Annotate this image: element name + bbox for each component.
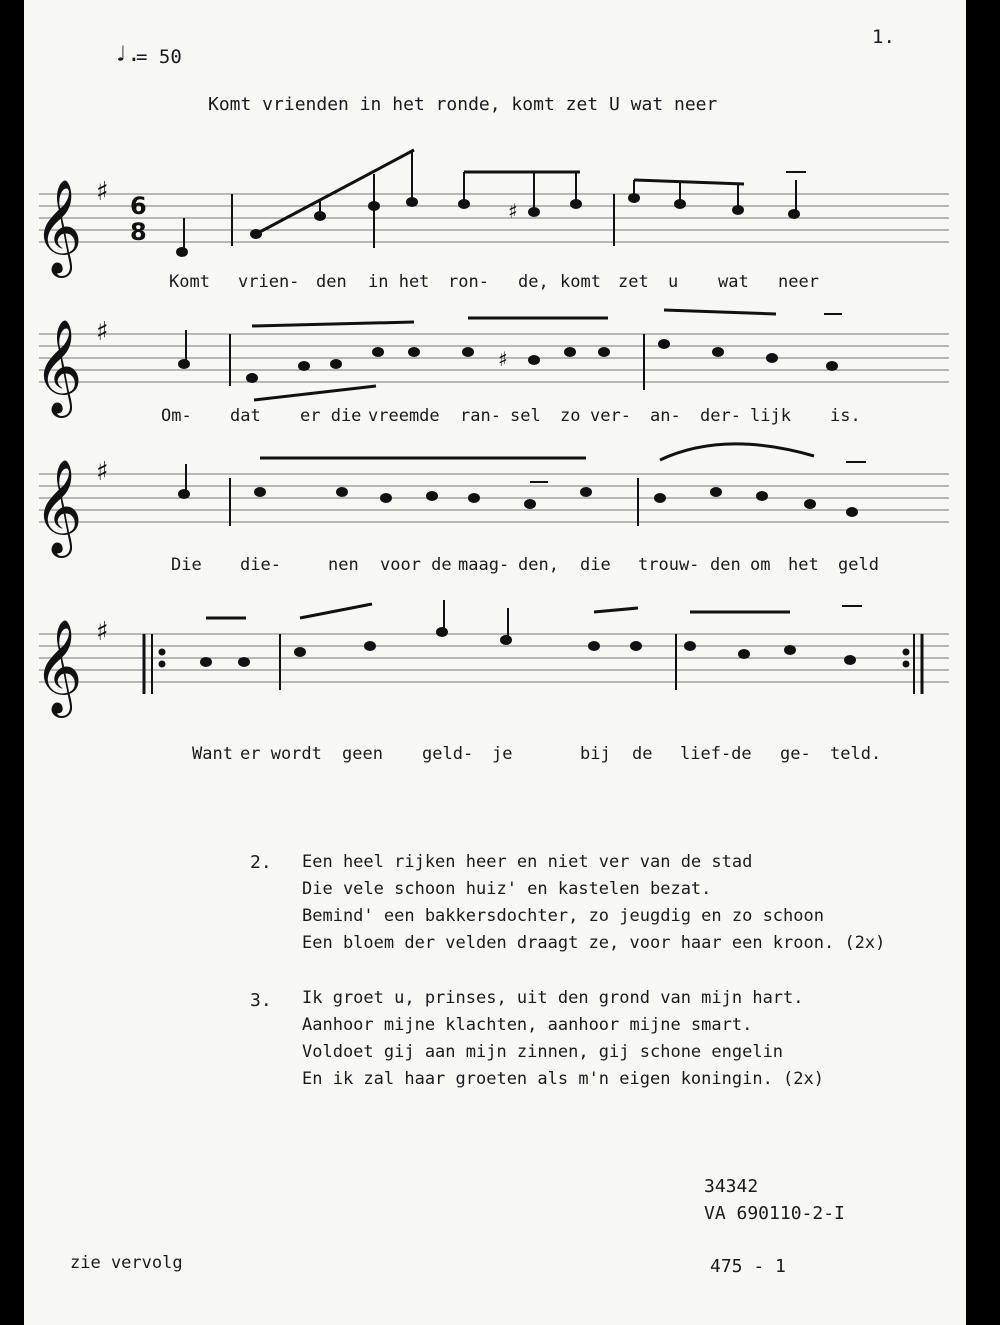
lyric-syllable: maag- [458, 555, 510, 575]
page-number: 1. [872, 26, 895, 48]
repeat-dot [904, 650, 909, 655]
treble-clef-icon: 𝄞 [34, 179, 83, 274]
lyric-syllable: lijk [750, 406, 791, 426]
stanza-line: Die vele schoon huiz' en kastelen bezat. [302, 879, 712, 899]
note [179, 490, 189, 498]
treble-clef-icon: 𝄞 [34, 619, 83, 714]
lyric-syllable: den [316, 272, 347, 292]
beam [664, 310, 776, 314]
note [407, 198, 417, 206]
repeat-dot [904, 662, 909, 667]
lyric-syllable: teld. [830, 744, 882, 764]
beam [256, 150, 414, 234]
sharp-accidental: ♯ [508, 199, 518, 223]
lyric-syllable: zet [618, 272, 649, 292]
lyric-syllable: komt [560, 272, 601, 292]
lyric-syllable: om [750, 555, 771, 575]
note [525, 500, 535, 508]
note [315, 212, 325, 220]
note [369, 202, 379, 210]
note [847, 508, 857, 516]
note [179, 360, 189, 368]
lyric-syllable: den, [518, 555, 559, 575]
note [631, 642, 641, 650]
key-signature: ♯ [96, 177, 109, 207]
note [599, 348, 609, 356]
note [757, 492, 767, 500]
tempo-symbol: ♩. [114, 42, 141, 67]
note [767, 354, 777, 362]
lyric-syllable: vreemde [368, 406, 440, 426]
lyric-syllable: die- [240, 555, 281, 575]
lyric-syllable: zo [560, 406, 581, 426]
note [463, 348, 473, 356]
lyric-syllable: nen [328, 555, 359, 575]
lyric-syllable: geld [838, 555, 879, 575]
time-signature-bottom: 8 [130, 218, 147, 246]
note [469, 494, 479, 502]
note [529, 208, 539, 216]
lyric-syllable: er wordt [240, 744, 322, 764]
note [427, 492, 437, 500]
beam [300, 604, 372, 618]
lyric-syllable: lief-de [680, 744, 752, 764]
note [571, 200, 581, 208]
lyric-syllable: sel [510, 406, 541, 426]
note [337, 488, 347, 496]
stanza-line: Ik groet u, prinses, uit den grond van mijn hart. [302, 988, 804, 1008]
beam [660, 444, 814, 460]
sharp-accidental: ♯ [498, 347, 508, 371]
catalog-code: 34342 [704, 1176, 759, 1197]
lyric-syllable: neer [778, 272, 819, 292]
note [251, 230, 261, 238]
note [529, 356, 539, 364]
note [565, 348, 575, 356]
note [255, 488, 265, 496]
lyric-syllable: geld- [422, 744, 474, 764]
note [711, 488, 721, 496]
lyric-syllable: is. [830, 406, 861, 426]
note [365, 642, 375, 650]
note [845, 656, 855, 664]
lyric-syllable: trouw- [638, 555, 700, 575]
page-code: 475 - 1 [710, 1256, 786, 1277]
beam [252, 322, 414, 326]
treble-clef-icon: 𝄞 [34, 459, 83, 554]
stanza-number: 3. [250, 990, 272, 1011]
stanza-line: En ik zal haar groeten als m'n eigen koningin. (2x) [302, 1069, 824, 1089]
beam [634, 180, 744, 184]
lyric-syllable: ver- [590, 406, 631, 426]
key-signature: ♯ [96, 317, 109, 347]
note [295, 648, 305, 656]
catalog-reference: VA 690110-2-I [704, 1203, 845, 1224]
note [501, 636, 511, 644]
music-staff-4 [24, 590, 966, 740]
note [239, 658, 249, 666]
note [459, 200, 469, 208]
sheet-music-page [24, 0, 966, 1325]
note [409, 348, 419, 356]
lyric-syllable: Want [192, 744, 233, 764]
lyric-syllable: an- [650, 406, 681, 426]
note [201, 658, 211, 666]
note [629, 194, 639, 202]
repeat-dot [160, 650, 165, 655]
repeat-dot [160, 662, 165, 667]
song-title: Komt vrienden in het ronde, komt zet U wat neer [208, 94, 718, 115]
lyric-syllable: wat [718, 272, 749, 292]
tempo-marking: = 50 [136, 46, 182, 68]
lyric-syllable: voor de [380, 555, 452, 575]
lyric-syllable: het [788, 555, 819, 575]
lyric-syllable: Om- [161, 406, 192, 426]
lyric-syllable: ron- [448, 272, 489, 292]
continuation-note: zie vervolg [70, 1253, 183, 1273]
lyric-syllable: de [632, 744, 653, 764]
note [247, 374, 257, 382]
lyric-syllable: bij [580, 744, 611, 764]
lyric-syllable: der- [700, 406, 741, 426]
key-signature: ♯ [96, 457, 109, 487]
lyric-syllable: geen [342, 744, 383, 764]
lyric-syllable: je [492, 744, 513, 764]
lyric-syllable: er die [300, 406, 362, 426]
lyric-syllable: Die [171, 555, 202, 575]
lyric-syllable: vrien- [238, 272, 300, 292]
stanza-line: Aanhoor mijne klachten, aanhoor mijne smart. [302, 1015, 753, 1035]
note [381, 494, 391, 502]
note [785, 646, 795, 654]
note [581, 488, 591, 496]
note [331, 360, 341, 368]
lyric-syllable: dat [230, 406, 261, 426]
beam [254, 386, 376, 400]
key-signature: ♯ [96, 617, 109, 647]
note [827, 362, 837, 370]
stanza-line: Voldoet gij aan mijn zinnen, gij schone engelin [302, 1042, 784, 1062]
note [299, 362, 309, 370]
stanza-line: Een heel rijken heer en niet ver van de stad [302, 852, 753, 872]
note [659, 340, 669, 348]
treble-clef-icon: 𝄞 [34, 319, 83, 414]
time-signature-top: 6 [130, 192, 147, 220]
stanza-line: Een bloem der velden draagt ze, voor haar een kroon. (2x) [302, 933, 886, 953]
stanza-line: Bemind' een bakkersdochter, zo jeugdig en zo schoon [302, 906, 824, 926]
note [437, 628, 447, 636]
note [805, 500, 815, 508]
beam [594, 608, 638, 612]
music-staff-1 [24, 150, 966, 290]
note [675, 200, 685, 208]
lyric-syllable: de, [518, 272, 549, 292]
lyric-syllable: ge- [780, 744, 811, 764]
note [789, 210, 799, 218]
note [733, 206, 743, 214]
lyric-syllable: in het [368, 272, 430, 292]
lyric-syllable: ran- [460, 406, 501, 426]
lyric-syllable: den [710, 555, 741, 575]
note [739, 650, 749, 658]
note [373, 348, 383, 356]
note [177, 248, 187, 256]
note [655, 494, 665, 502]
lyric-syllable: die [580, 555, 611, 575]
music-staff-3 [24, 430, 966, 570]
lyric-syllable: u [668, 272, 679, 292]
note [713, 348, 723, 356]
note [589, 642, 599, 650]
lyric-syllable: Komt [169, 272, 210, 292]
note [685, 642, 695, 650]
stanza-number: 2. [250, 852, 272, 873]
